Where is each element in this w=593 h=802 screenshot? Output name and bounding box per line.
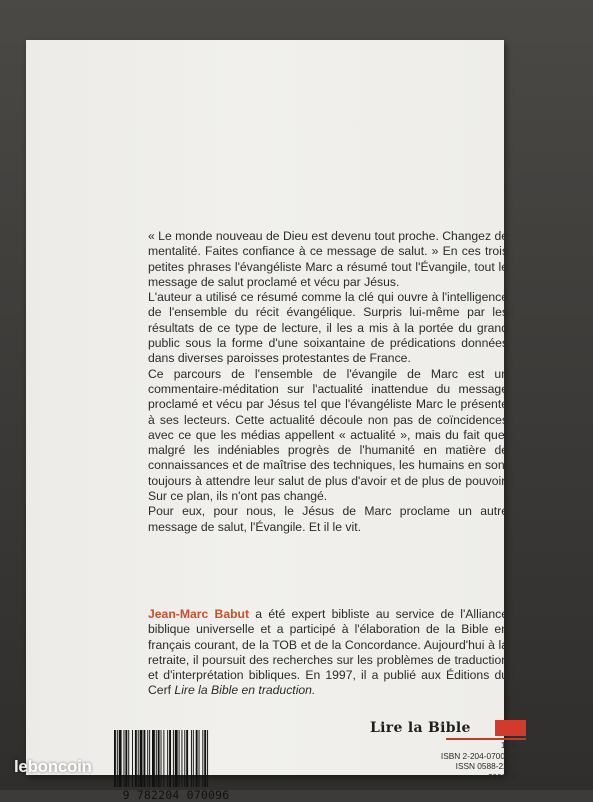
barcode-bar	[193, 730, 194, 787]
barcode-bar	[128, 730, 129, 787]
barcode-bar	[125, 730, 127, 787]
blurb-paragraph: L'auteur a utilisé ce résumé comme la clé qui ouvre à l'intelligence de l'ensemble du récit évangélique. Surpris lui-même par les résultats de ce type de lecture, il les a mis à la portée du grand public sous la forme d'une soixantaine de prédications données dans diverses paroisses protestantes de France.	[148, 290, 508, 366]
barcode-bar	[149, 730, 150, 787]
barcode-bar	[186, 730, 188, 787]
publication-info	[406, 740, 517, 782]
author-bio	[148, 607, 508, 699]
blurb-paragraph: Ce parcours de l'ensemble de l'évangile de Marc est un commentaire-méditation sur l'actualité inattendue du message proclamé et vécu par Jésus tel que l'évangéliste Marc le présente à ses lecteurs. Cette actualité découle non pas de coïncidences avec ce que les médias appellent « actualité », mais du fait que, malgré les indéniables progrès de l'humanité en matière de connaissances et de maîtrise des techniques, les humains en sont toujours à attendre leur salut de plus d'avoir et de plus de pouvoir. Sur ce plan, ils n'ont pas changé.	[148, 366, 508, 504]
print-code: 2002-IX	[487, 771, 517, 782]
barcode-bar	[196, 730, 198, 787]
series-red-tab	[495, 720, 526, 736]
blurb-paragraph: « Le monde nouveau de Dieu est devenu tout proche. Changez de mentalité. Faites confiance à ce message de salut. » En ces trois petites phrases l'évangéliste Marc a résumé tout l'Évangile, tout le message de salut proclamé et vécu par Jésus.	[148, 229, 508, 289]
barcode-bars	[112, 730, 238, 787]
barcode-bar	[163, 730, 164, 787]
barcode-bar	[169, 730, 171, 787]
barcode-bar	[140, 730, 143, 787]
barcode-bar	[179, 730, 180, 787]
barcode-bar	[173, 730, 174, 787]
barcode-bar	[156, 730, 157, 787]
author-bio-text: a été expert bibliste au service de l'Alliance biblique universelle et a participé à l'élaboration de la Bible en français courant, de la TOB et de la Concordance. Aujourd'hui à la retraite, il poursuit des recherches sur les problèmes de traduction et d'interprétation bibliques. En 1997, il a publié aux Éditions du Cerf	[148, 607, 508, 698]
author-book-title: Lire la Bible en traduction.	[174, 683, 316, 698]
barcode-bar	[114, 730, 116, 787]
blurb-paragraph: Pour eux, pour nous, le Jésus de Marc proclame un autre message de salut, l'Évangile. Et il le vit.	[148, 504, 508, 534]
barcode-bar	[158, 730, 160, 787]
barcode-bar	[119, 730, 122, 787]
blurb-text	[148, 229, 508, 535]
barcode-bar	[117, 730, 118, 787]
barcode-bar	[161, 730, 162, 787]
author-bio-paragraph	[148, 607, 508, 699]
barcode-bar	[184, 730, 185, 787]
barcode-bar	[207, 730, 208, 787]
barcode-bar	[199, 730, 200, 787]
barcode-bar	[135, 730, 137, 787]
barcode-bar	[152, 730, 155, 787]
barcode-bar	[202, 730, 203, 787]
barcode-bar	[181, 730, 182, 787]
barcode-bar	[132, 730, 133, 787]
issn: ISSN 0588-2257	[455, 761, 517, 772]
barcode	[108, 730, 244, 802]
barcode-bar	[124, 730, 125, 787]
barcode-bar	[167, 730, 168, 787]
barcode-bar	[191, 730, 192, 787]
price: 18 €	[500, 740, 517, 750]
barcode-bar	[204, 730, 206, 787]
book-back-cover	[26, 40, 517, 802]
barcode-bar	[147, 730, 148, 787]
author-name: Jean-Marc Babut	[148, 607, 250, 621]
barcode-bar	[138, 730, 139, 787]
barcode-bar	[175, 730, 178, 787]
barcode-digits: 9 782204 070096	[122, 788, 230, 802]
barcode-bar	[143, 730, 145, 787]
series-name: Lire la Bible	[370, 720, 471, 736]
isbn: ISBN 2-204-07009-2	[440, 750, 517, 761]
leboncoin-watermark: leboncoin	[14, 757, 92, 776]
